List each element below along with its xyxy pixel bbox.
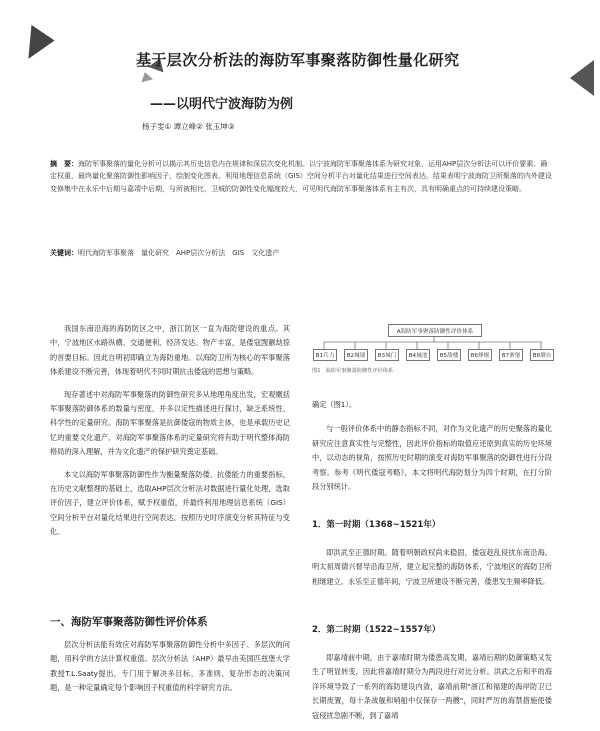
figure-child-node: B2城墙 [344, 349, 368, 361]
figure-child-node: B7寨堡 [499, 349, 523, 361]
authors: 杨子雯① 谭立峰② 张玉坤③ [142, 122, 235, 131]
section-paragraph [50, 638, 290, 704]
left-column [50, 322, 290, 548]
figure-child-node: B1兵力 [313, 349, 337, 361]
figure-root-node: A海防军事聚落防御性评价体系 [388, 324, 482, 337]
keywords [50, 248, 552, 258]
figure-hierarchy [312, 322, 552, 382]
keywords-text: 明代海防军事聚落 量化研究 AHP层次分析法 GIS 文化遗产 [78, 249, 280, 257]
figure-reference: 确定（图1）。 [312, 400, 357, 409]
paragraph: 即嘉靖前中期。由于嘉靖时期为倭患高发期，嘉靖后期的防御策略又发生了明显转变，因此将嘉靖时期分为两段进行对比分析。洪武之后和平的海洋环境导致了一系列的海防建设内敛，嘉靖前期"浙江和福建的海岸防卫已长期废置，每十条战舰和哨船中仅保存一两艘"，同时严厉的海禁措施使倭寇侵扰急剧不断，到了嘉靖 [312, 653, 552, 720]
keywords-label: 关键词： [50, 249, 78, 257]
figure-caption: 图1 海防军事聚落防御性评价体系 [312, 368, 394, 374]
section-heading: 一、海防军事聚落防御性评价体系 [50, 616, 208, 628]
paragraph: 层次分析法能有效应对海防军事聚落防御性分析中多因子、多层次的问题，用科学的方法计算权重值。层次分析法（AHP）最早由美国匹兹堡大学教授T.L.Saaty提出，专门用于解决多目标、多准则、复杂形态的决策问题，是一种定量确定每个影响因子权重值的科学研究方法。 [50, 640, 290, 693]
subsection-heading: 1．第一时期（1368~1521年） [312, 520, 441, 530]
subsection-heading: 2．第二时期（1522~1557年） [312, 625, 441, 635]
paper-subtitle: ——以明代宁波海防为例 [150, 97, 294, 112]
figure-child-node: B4城池 [406, 349, 430, 361]
paragraph: 我国东南沿海的海防防区之中，浙江防区一直为海防建设的重点。其中，宁波地区水路纵横、交通便利、经济发达、物产丰富，是倭寇觊觎劫掠的首要目标。因此自明初即确立为海防重地。以海防卫所为核心的军事聚落体系建设不断完善，体现着明代不同时期抗击倭寇的思想与策略。 [50, 324, 290, 377]
period2-paragraph [312, 651, 552, 731]
right-column-top [312, 398, 552, 502]
abstract-text: 海防军事聚落的量化分析可以揭示其历史信息内在规律和深层次变化机制。以宁波海防军事聚落体系为研究对象，运用AHP层次分析法可以评价要素、确定权重，最终量化聚落防御性影响因子，绘制变化图表。利用地理信息系统（GIS）空间分析平台对量化结果进行空间表达。结果表明宁波海防卫所聚落的内外建设变修集中在永乐中后期与嘉靖中后期，与所被相比，卫城的防御性变化幅度较大，可见明代海防军事聚落体系有主有次，具有明确重点的可持续建设策略。 [50, 160, 552, 193]
abstract [50, 158, 552, 195]
paragraph: 与一般评价体系中的静态指标不同，对作为文化遗产的历史聚落的量化研究应注意真实性与完整性，因此评价指标的取值应还原到真实的历史环境中，以动态的视角，按照历史时期的演变对海防军事聚落的防御性进行分段考察。参考《明代倭寇考略》，本文将明代海防划分为四个时期，在打分阶段分别统计。 [312, 424, 552, 492]
abstract-label: 摘 要： [50, 160, 78, 168]
decorative-triangle [570, 60, 594, 96]
paragraph: 本文以海防军事聚落防御性作为衡量聚落防倭、抗倭能力的重要指标，在历史文献整理的基础上，选取AHP层次分析法对数据进行量化处理，选取评价因子，建立评价体系，赋予权重值，并最终利用地理信息系统（GIS）空间分析平台对量化结果进行空间表达，按照历史时序演变分析其特征与变化。 [50, 469, 290, 537]
paragraph: 现存著述中对海防军事聚落的防御性研究多从地理角度出发，宏观概括军事聚落防御体系的数量与密度，并多以定性描述进行探讨，缺乏系统性、科学性的定量研究。海防军事聚落是抗御倭寇的物质主体，也是承载历史记忆的重要文化遗产。对海防军事聚落体系的定量研究将有助于明代整体海防格局的深入理解，并为文化遗产的保护研究奠定基础。 [50, 389, 290, 457]
figure-child-node: B3城门 [375, 349, 399, 361]
period1-paragraph [312, 546, 552, 597]
decorative-triangle [13, 19, 54, 59]
paper-title: 基于层次分析法的海防军事聚落防御性量化研究 [136, 51, 460, 69]
paragraph: 即洪武至正德时期。随着明朝政权尚未稳固，倭寇趁乱侵扰东南沿海。明太祖周德兴督导沿海卫所，建立起完整的海防体系，宁波地区的海防卫所相继建立。永乐至正德年间，宁波卫所建设不断完善，倭患发生频率降低。 [312, 548, 552, 586]
decorative-triangle [139, 71, 153, 83]
figure-child-node: B8墩台 [530, 349, 554, 361]
figure-child-node: B6烽堠 [468, 349, 492, 361]
figure-child-node: B5敌楼 [437, 349, 461, 361]
